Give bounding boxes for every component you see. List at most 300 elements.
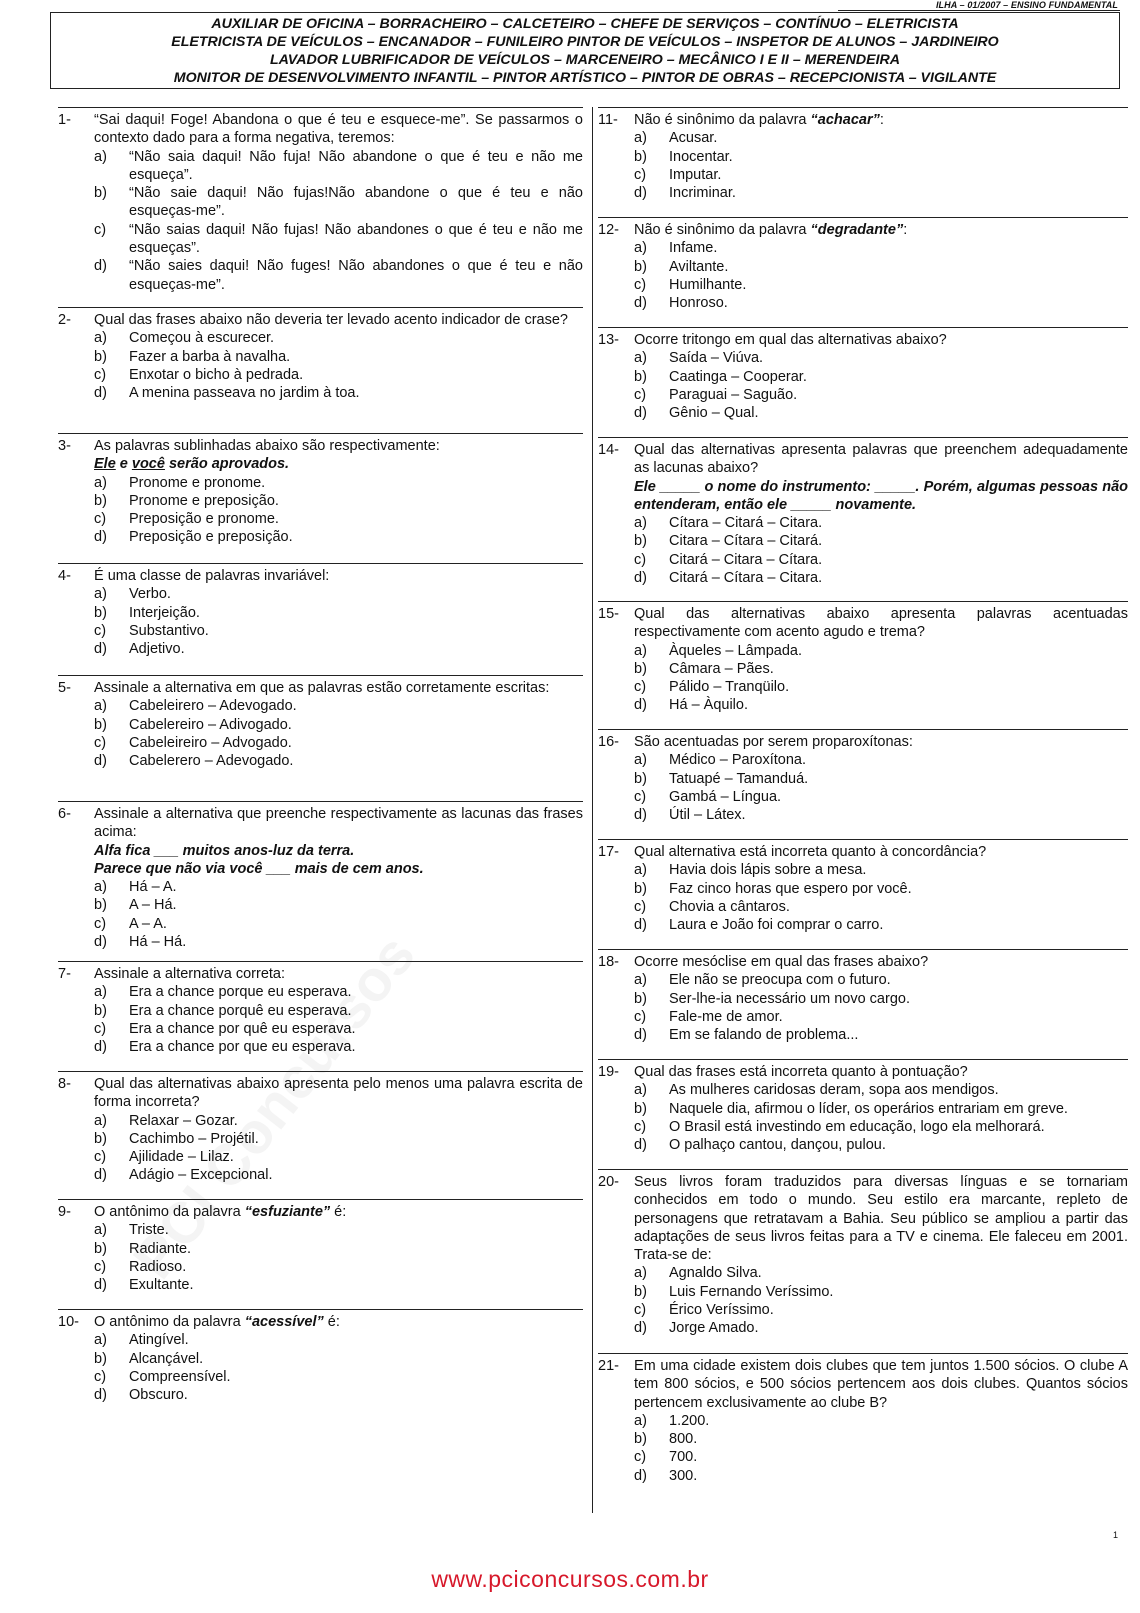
option-letter: a) bbox=[634, 515, 647, 532]
option-letter: a) bbox=[634, 350, 647, 367]
answer-option[interactable] bbox=[634, 990, 1128, 1008]
option-letter: b) bbox=[94, 492, 107, 509]
option-text: Compreensível. bbox=[129, 1368, 231, 1385]
option-text: A – Há. bbox=[129, 897, 177, 914]
option-text: Gênio – Qual. bbox=[669, 405, 759, 422]
option-text: Cabelerero – Adevogado. bbox=[129, 753, 294, 770]
answer-option[interactable] bbox=[634, 806, 1128, 824]
option-text: Pronome e pronome. bbox=[129, 474, 266, 491]
question-number: 2- bbox=[58, 312, 71, 328]
option-text: Cachimbo – Projétil. bbox=[129, 1130, 259, 1147]
option-text: Cabelereiro – Adivogado. bbox=[129, 716, 292, 733]
question-block bbox=[598, 1353, 1128, 1493]
question-number: 14- bbox=[598, 442, 619, 458]
example-part: você bbox=[131, 456, 165, 473]
answer-option[interactable] bbox=[634, 880, 1128, 898]
answer-option[interactable] bbox=[634, 1136, 1128, 1154]
option-text: Médico – Paroxítona. bbox=[669, 752, 807, 769]
option-letter: a) bbox=[94, 148, 107, 165]
option-letter: c) bbox=[634, 1302, 647, 1319]
option-text: Preposição e preposição. bbox=[129, 529, 293, 546]
question-text: As palavras sublinhadas abaixo são respectivamente: bbox=[94, 438, 440, 454]
option-text: “Não saies daqui! Não fuges! Não abandones o que é teu e não esqueças-me”. bbox=[129, 258, 583, 293]
question-body bbox=[634, 1063, 1128, 1154]
answer-option[interactable] bbox=[94, 1386, 583, 1404]
question-stem bbox=[58, 111, 583, 294]
option-letter: b) bbox=[634, 660, 647, 677]
option-text: Preposição e pronome. bbox=[129, 511, 279, 528]
answer-option[interactable] bbox=[94, 329, 583, 347]
header-line: LAVADOR LUBRIFICADOR DE VEÍCULOS – MARCENEIRO – MECÂNICO I E II – MERENDEIRA bbox=[269, 51, 901, 68]
option-letter: d) bbox=[634, 1137, 647, 1154]
option-letter: a) bbox=[94, 984, 107, 1001]
question-block bbox=[58, 675, 583, 801]
question-number: 4- bbox=[58, 568, 71, 584]
option-letter: b) bbox=[634, 1100, 647, 1117]
question-body bbox=[634, 953, 1128, 1044]
option-letter: b) bbox=[634, 1431, 647, 1448]
question-block bbox=[598, 327, 1128, 437]
question-number: 3- bbox=[58, 438, 71, 454]
option-letter: d) bbox=[634, 570, 647, 587]
option-text: Adágio – Excepcional. bbox=[129, 1167, 273, 1184]
questions-right-column bbox=[598, 107, 1128, 1493]
example-part: Ele bbox=[94, 456, 116, 473]
question-block bbox=[58, 433, 583, 563]
question-number: 20- bbox=[598, 1174, 619, 1190]
option-text: Cabeleirero – Adevogado. bbox=[129, 698, 297, 715]
answer-option[interactable] bbox=[634, 1412, 1128, 1430]
answer-option[interactable] bbox=[94, 1276, 583, 1294]
highlighted-word: “achacar” bbox=[810, 112, 880, 128]
answer-option[interactable] bbox=[634, 1081, 1128, 1099]
question-text: “Sai daqui! Foge! Abandona o que é teu e esquece-me”. Se passarmos o contexto dado para a forma negativa, teremos: bbox=[94, 112, 583, 147]
question-text-end: é: bbox=[323, 1314, 340, 1330]
option-text: Pronome e preposição. bbox=[129, 492, 279, 509]
answer-option[interactable] bbox=[634, 916, 1128, 934]
question-stem bbox=[58, 311, 583, 402]
answer-option[interactable] bbox=[634, 129, 1128, 147]
answer-option[interactable] bbox=[634, 1448, 1128, 1466]
question-stem bbox=[58, 805, 583, 951]
answer-option[interactable] bbox=[634, 184, 1128, 202]
question-stem bbox=[598, 1357, 1128, 1485]
option-letter: c) bbox=[94, 511, 107, 528]
option-letter: d) bbox=[634, 185, 647, 202]
question-number: 9- bbox=[58, 1204, 71, 1220]
answer-option[interactable] bbox=[634, 1430, 1128, 1448]
answer-option[interactable] bbox=[634, 1008, 1128, 1026]
answer-option[interactable] bbox=[94, 933, 583, 951]
answer-option[interactable] bbox=[94, 257, 583, 294]
answer-option[interactable] bbox=[634, 971, 1128, 989]
question-stem bbox=[58, 965, 583, 1056]
highlighted-word: “degradante” bbox=[810, 222, 904, 238]
question-stem bbox=[598, 733, 1128, 824]
option-text: Caatinga – Cooperar. bbox=[669, 368, 807, 385]
question-block bbox=[598, 839, 1128, 949]
answer-option[interactable] bbox=[634, 1319, 1128, 1337]
footer-url[interactable]: www.pciconcursos.com.br bbox=[431, 1566, 709, 1592]
answer-option[interactable] bbox=[634, 678, 1128, 696]
header-line: ELETRICISTA DE VEÍCULOS – ENCANADOR – FUNILEIRO PINTOR DE VEÍCULOS – INSPETOR DE ALUNOS – JARDINEIRO bbox=[171, 33, 999, 50]
option-letter: a) bbox=[634, 972, 647, 989]
option-letter: d) bbox=[634, 1320, 647, 1337]
option-text: Em se falando de problema... bbox=[669, 1027, 859, 1044]
option-letter: b) bbox=[634, 1283, 647, 1300]
question-body bbox=[94, 1313, 583, 1404]
answer-option[interactable] bbox=[634, 788, 1128, 806]
question-body bbox=[94, 567, 583, 658]
option-letter: a) bbox=[634, 240, 647, 257]
answer-option[interactable] bbox=[94, 184, 583, 221]
option-letter: c) bbox=[634, 1008, 647, 1025]
option-text: Havia dois lápis sobre a mesa. bbox=[669, 862, 867, 879]
answer-option[interactable] bbox=[634, 1467, 1128, 1485]
question-stem bbox=[598, 1063, 1128, 1154]
answer-option[interactable] bbox=[634, 1100, 1128, 1118]
option-text: Era a chance porquê eu esperava. bbox=[129, 1002, 352, 1019]
option-text: Alcançável. bbox=[129, 1350, 204, 1367]
option-text: Laura e João foi comprar o carro. bbox=[669, 917, 884, 934]
question-number: 11- bbox=[598, 112, 618, 128]
answer-option[interactable] bbox=[94, 474, 583, 492]
question-body bbox=[94, 111, 583, 294]
question-text: Assinale a alternativa em que as palavras estão corretamente escritas: bbox=[94, 680, 550, 696]
question-body bbox=[94, 805, 583, 951]
answer-option[interactable] bbox=[94, 1240, 583, 1258]
exam-tag: ILHA – 01/2007 – ENSINO FUNDAMENTAL bbox=[935, 0, 1118, 10]
question-body bbox=[634, 605, 1128, 715]
answer-option[interactable] bbox=[94, 1130, 583, 1148]
option-letter: b) bbox=[94, 348, 107, 365]
answer-option[interactable] bbox=[94, 510, 583, 528]
question-text: Qual das alternativas apresenta palavras que preenchem adequadamente as lacunas abaixo? bbox=[634, 442, 1128, 477]
option-letter: d) bbox=[94, 753, 107, 770]
answer-option[interactable] bbox=[634, 258, 1128, 276]
option-text: Câmara – Pães. bbox=[669, 660, 774, 677]
top-rule bbox=[838, 10, 1120, 11]
question-stem bbox=[598, 111, 1128, 202]
option-letter: d) bbox=[94, 529, 107, 546]
option-text: Érico Veríssimo. bbox=[669, 1302, 774, 1319]
option-letter: c) bbox=[94, 622, 107, 639]
option-text: Fale-me de amor. bbox=[669, 1008, 783, 1025]
question-block bbox=[58, 961, 583, 1071]
answer-option[interactable] bbox=[94, 366, 583, 384]
option-text: Há – Há. bbox=[129, 934, 187, 951]
example-part: serão aprovados. bbox=[164, 456, 290, 473]
option-text: Naquele dia, afirmou o líder, os operários entrariam em greve. bbox=[669, 1100, 1068, 1117]
option-text: Verbo. bbox=[129, 586, 171, 603]
option-text: Cítara – Citará – Citara. bbox=[669, 515, 823, 532]
answer-option[interactable] bbox=[94, 221, 583, 258]
option-text: Imputar. bbox=[669, 166, 722, 183]
answer-option[interactable] bbox=[634, 770, 1128, 788]
option-letter: c) bbox=[94, 734, 107, 751]
answer-option[interactable] bbox=[94, 1112, 583, 1130]
option-text: Agnaldo Silva. bbox=[669, 1265, 762, 1282]
answer-option[interactable] bbox=[634, 294, 1128, 312]
question-body bbox=[94, 679, 583, 770]
answer-option[interactable] bbox=[94, 1020, 583, 1038]
answer-option[interactable] bbox=[94, 528, 583, 546]
option-letter: b) bbox=[634, 368, 647, 385]
question-stem bbox=[58, 679, 583, 770]
option-text: Fazer a barba à navalha. bbox=[129, 348, 291, 365]
question-body bbox=[94, 1203, 583, 1294]
option-letter: a) bbox=[634, 1082, 647, 1099]
answer-option[interactable] bbox=[94, 915, 583, 933]
question-number: 13- bbox=[598, 332, 619, 348]
question-stem bbox=[58, 1075, 583, 1185]
option-letter: d) bbox=[94, 385, 107, 402]
question-number: 16- bbox=[598, 734, 619, 750]
question-body bbox=[94, 311, 583, 402]
option-text: Adjetivo. bbox=[129, 641, 185, 658]
answer-option[interactable] bbox=[94, 492, 583, 510]
option-text: Tatuapé – Tamanduá. bbox=[669, 770, 809, 787]
answer-option[interactable] bbox=[94, 896, 583, 914]
answer-option[interactable] bbox=[94, 1258, 583, 1276]
question-text-end: : bbox=[879, 112, 884, 128]
question-text: Qual das alternativas abaixo apresenta pelo menos uma palavra escrita de forma incorreta? bbox=[94, 1076, 583, 1111]
option-letter: a) bbox=[94, 1332, 107, 1349]
option-letter: c) bbox=[94, 1258, 107, 1275]
option-text: Enxotar o bicho à pedrada. bbox=[129, 366, 304, 383]
question-text: É uma classe de palavras invariável: bbox=[94, 568, 330, 584]
option-text: Obscuro. bbox=[129, 1387, 188, 1404]
option-letter: b) bbox=[634, 533, 647, 550]
option-text: Incriminar. bbox=[669, 185, 736, 202]
answer-option[interactable] bbox=[94, 1148, 583, 1166]
question-block bbox=[58, 1309, 583, 1419]
answer-option[interactable] bbox=[634, 1026, 1128, 1044]
question-body bbox=[634, 111, 1128, 202]
answer-option[interactable] bbox=[94, 716, 583, 734]
option-text: Útil – Látex. bbox=[669, 807, 746, 824]
header-line: AUXILIAR DE OFICINA – BORRACHEIRO – CALCETEIRO – CHEFE DE SERVIÇOS – CONTÍNUO – ELETRICISTA bbox=[211, 15, 959, 32]
question-body bbox=[94, 1075, 583, 1185]
answer-option[interactable] bbox=[634, 696, 1128, 714]
question-body bbox=[634, 733, 1128, 824]
option-letter: a) bbox=[94, 698, 107, 715]
option-letter: c) bbox=[94, 915, 107, 932]
question-stem bbox=[598, 953, 1128, 1044]
highlighted-word: “esfuziante” bbox=[244, 1204, 331, 1220]
option-letter: a) bbox=[634, 752, 647, 769]
answer-option[interactable] bbox=[634, 166, 1128, 184]
answer-option[interactable] bbox=[94, 1331, 583, 1349]
question-body bbox=[634, 441, 1128, 587]
answer-option[interactable] bbox=[634, 642, 1128, 660]
answer-option[interactable] bbox=[634, 239, 1128, 257]
question-number: 7- bbox=[58, 966, 71, 982]
option-letter: c) bbox=[634, 1449, 647, 1466]
question-stem bbox=[58, 1203, 583, 1294]
highlighted-word: “acessível” bbox=[244, 1314, 324, 1330]
answer-option[interactable] bbox=[94, 384, 583, 402]
question-body bbox=[94, 965, 583, 1056]
option-text: Substantivo. bbox=[129, 622, 209, 639]
answer-option[interactable] bbox=[94, 697, 583, 715]
option-text: Citará – Cítara – Citara. bbox=[669, 570, 823, 587]
answer-option[interactable] bbox=[634, 349, 1128, 367]
question-number: 18- bbox=[598, 954, 619, 970]
option-text: “Não saia daqui! Não fuja! Não abandone o que é teu e não me esqueça”. bbox=[129, 148, 583, 183]
answer-option[interactable] bbox=[634, 569, 1128, 587]
answer-option[interactable] bbox=[634, 1118, 1128, 1136]
option-text: Humilhante. bbox=[669, 276, 747, 293]
option-text: Radiante. bbox=[129, 1240, 192, 1257]
question-block bbox=[598, 1169, 1128, 1353]
option-letter: b) bbox=[94, 1240, 107, 1257]
option-letter: d) bbox=[634, 405, 647, 422]
question-number: 21- bbox=[598, 1358, 619, 1374]
option-letter: d) bbox=[94, 1167, 107, 1184]
answer-option[interactable] bbox=[94, 348, 583, 366]
question-block bbox=[58, 1199, 583, 1309]
option-letter: b) bbox=[94, 1130, 107, 1147]
question-text: O antônimo da palavra bbox=[94, 1314, 245, 1330]
option-text: Acusar. bbox=[669, 130, 718, 147]
option-letter: d) bbox=[634, 295, 647, 312]
example-sentence: Parece que não via você ___ mais de cem anos. bbox=[94, 860, 424, 877]
question-number: 17- bbox=[598, 844, 619, 860]
option-letter: d) bbox=[94, 1277, 107, 1294]
answer-option[interactable] bbox=[94, 622, 583, 640]
option-text: Ele não se preocupa com o futuro. bbox=[669, 972, 891, 989]
option-text: Pálido – Tranqüilo. bbox=[669, 679, 790, 696]
question-block bbox=[598, 107, 1128, 217]
option-letter: b) bbox=[634, 770, 647, 787]
answer-option[interactable] bbox=[634, 404, 1128, 422]
option-text: Há – A. bbox=[129, 879, 177, 896]
answer-option[interactable] bbox=[94, 734, 583, 752]
option-text: A menina passeava no jardim à toa. bbox=[129, 385, 360, 402]
answer-option[interactable] bbox=[94, 585, 583, 603]
question-block bbox=[598, 729, 1128, 839]
answer-option[interactable] bbox=[94, 1038, 583, 1056]
questions-left-column bbox=[58, 107, 583, 1419]
option-letter: c) bbox=[634, 166, 647, 183]
option-text: Era a chance por quê eu esperava. bbox=[129, 1020, 356, 1037]
option-text: Luis Fernando Veríssimo. bbox=[669, 1283, 834, 1300]
answer-option[interactable] bbox=[634, 514, 1128, 532]
question-text: São acentuadas por serem proparoxítonas: bbox=[634, 734, 913, 750]
answer-option[interactable] bbox=[634, 1283, 1128, 1301]
question-stem bbox=[598, 843, 1128, 934]
question-body bbox=[634, 221, 1128, 312]
option-letter: d) bbox=[634, 1467, 647, 1484]
answer-option[interactable] bbox=[94, 1350, 583, 1368]
answer-option[interactable] bbox=[634, 1301, 1128, 1319]
option-letter: a) bbox=[634, 130, 647, 147]
question-body bbox=[634, 843, 1128, 934]
question-body bbox=[634, 1173, 1128, 1338]
question-stem bbox=[598, 1173, 1128, 1338]
option-letter: b) bbox=[94, 604, 107, 621]
answer-option[interactable] bbox=[94, 640, 583, 658]
answer-option[interactable] bbox=[94, 604, 583, 622]
question-number: 15- bbox=[598, 606, 619, 622]
option-letter: b) bbox=[94, 1002, 107, 1019]
answer-option[interactable] bbox=[634, 532, 1128, 550]
answer-option[interactable] bbox=[634, 551, 1128, 569]
option-text: 300. bbox=[669, 1467, 698, 1484]
answer-option[interactable] bbox=[94, 1002, 583, 1020]
page-number: 1 bbox=[1112, 1530, 1118, 1540]
option-letter: c) bbox=[94, 1020, 107, 1037]
example-sentence: Ele _____ o nome do instrumento: _____. Porém, algumas pessoas não entenderam, então ele _____ novamente. bbox=[634, 478, 1128, 513]
answer-option[interactable] bbox=[94, 983, 583, 1001]
answer-option[interactable] bbox=[634, 660, 1128, 678]
option-text: Era a chance porque eu esperava. bbox=[129, 984, 352, 1001]
option-letter: a) bbox=[94, 1112, 107, 1129]
question-block bbox=[58, 563, 583, 675]
answer-option[interactable] bbox=[94, 148, 583, 185]
option-text: Honroso. bbox=[669, 295, 728, 312]
option-text: Cabeleireiro – Advogado. bbox=[129, 734, 292, 751]
option-text: Começou à escurecer. bbox=[129, 330, 275, 347]
answer-option[interactable] bbox=[634, 861, 1128, 879]
option-text: 1.200. bbox=[669, 1412, 710, 1429]
answer-option[interactable] bbox=[634, 276, 1128, 294]
answer-option[interactable] bbox=[634, 386, 1128, 404]
question-body bbox=[634, 1357, 1128, 1485]
option-letter: c) bbox=[94, 1368, 107, 1385]
answer-option[interactable] bbox=[634, 898, 1128, 916]
question-text: Seus livros foram traduzidos para diversas línguas e se tornariam conhecidos em todo o mundo. Seu estilo era marcante, repleto de personagens que retratavam a Bahia. Seu público se ampliou a partir das adaptações de seus livros feitas para a TV e cinema. Ele faleceu em 2001. Trata-se de: bbox=[634, 1174, 1128, 1264]
answer-option[interactable] bbox=[94, 1368, 583, 1386]
option-letter: a) bbox=[94, 330, 107, 347]
option-text: Relaxar – Gozar. bbox=[129, 1112, 238, 1129]
question-text: Assinale a alternativa que preenche respectivamente as lacunas das frases acima: bbox=[94, 806, 583, 841]
answer-option[interactable] bbox=[94, 1166, 583, 1184]
answer-option[interactable] bbox=[94, 878, 583, 896]
answer-option[interactable] bbox=[634, 751, 1128, 769]
question-stem bbox=[598, 221, 1128, 312]
column-divider bbox=[592, 107, 593, 1513]
question-number: 10- bbox=[58, 1314, 79, 1330]
question-number: 8- bbox=[58, 1076, 71, 1092]
option-text: Faz cinco horas que espero por você. bbox=[669, 880, 912, 897]
option-letter: d) bbox=[94, 934, 107, 951]
option-text: Paraguai – Saguão. bbox=[669, 386, 798, 403]
option-letter: b) bbox=[94, 1350, 107, 1367]
answer-option[interactable] bbox=[634, 1264, 1128, 1282]
option-text: Saída – Viúva. bbox=[669, 350, 764, 367]
question-stem bbox=[598, 441, 1128, 587]
answer-option[interactable] bbox=[634, 368, 1128, 386]
option-letter: b) bbox=[634, 990, 647, 1007]
question-text: Ocorre mesóclise em qual das frases abaixo? bbox=[634, 954, 929, 970]
answer-option[interactable] bbox=[94, 1221, 583, 1239]
option-text: Citara – Cítara – Citará. bbox=[669, 533, 823, 550]
option-text: Citará – Citara – Cítara. bbox=[669, 551, 823, 568]
example-sentence bbox=[94, 455, 583, 473]
question-text: O antônimo da palavra bbox=[94, 1204, 245, 1220]
question-number: 12- bbox=[598, 222, 619, 238]
option-letter: c) bbox=[634, 276, 647, 293]
option-text: Ser-lhe-ia necessário um novo cargo. bbox=[669, 990, 910, 1007]
option-text: Chovia a cântaros. bbox=[669, 898, 790, 915]
answer-option[interactable] bbox=[94, 752, 583, 770]
answer-option[interactable] bbox=[634, 148, 1128, 166]
question-stem bbox=[58, 437, 583, 547]
option-text: Exultante. bbox=[129, 1277, 194, 1294]
option-letter: c) bbox=[94, 1149, 107, 1166]
